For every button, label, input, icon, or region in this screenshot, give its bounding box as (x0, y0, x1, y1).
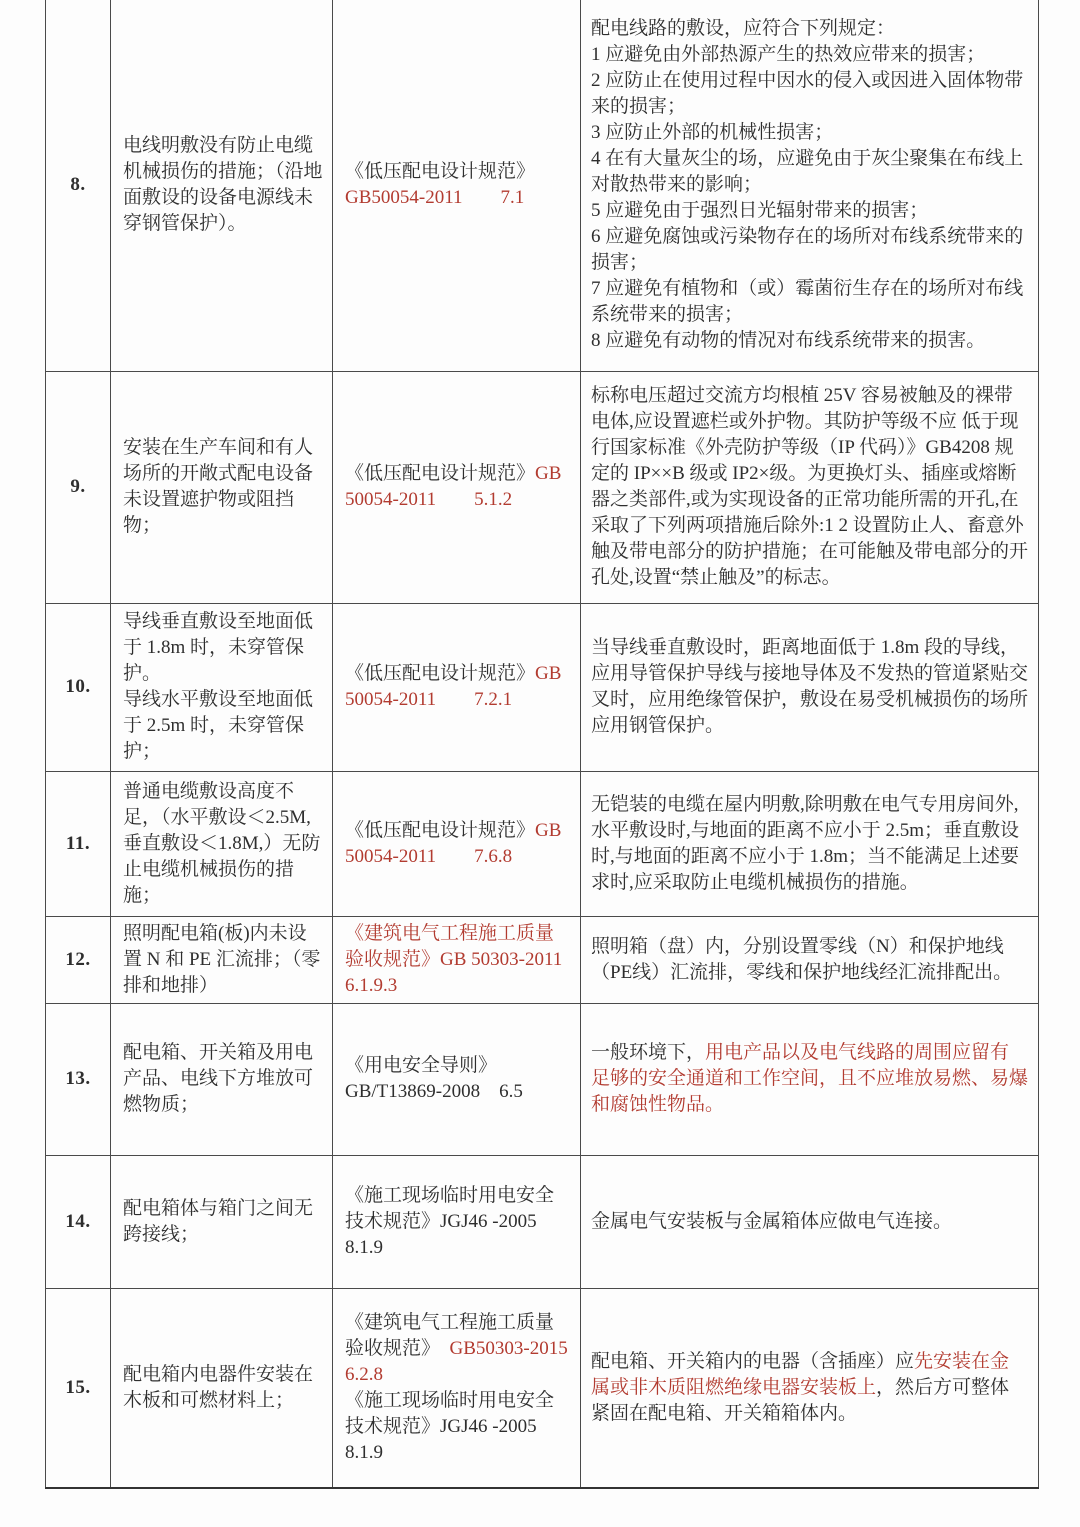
highlighted-text: 50054-2011 7.2.1 (345, 689, 513, 710)
text-segment: ，然后方可整体紧固在配电箱、开关箱箱体内。 (591, 1376, 1010, 1424)
requirement-cell (581, 771, 1039, 916)
row-number: 10. (46, 603, 111, 771)
text-segment: 《低压配电设计规范》 (345, 463, 536, 484)
highlighted-text: 用电产品以及电气线路的周围应留有足够的安全通道和工作空间，且不应堆放易燃、易爆和腐蚀性物品。 (591, 1042, 1029, 1115)
highlighted-text: 50054-2011 7.6.8 (345, 845, 513, 867)
text-segment: 照明配电箱(板)内未设置 N 和 PE 汇流排；（零排和地排） (123, 922, 321, 996)
reference-cell (333, 371, 581, 603)
text-segment: 普通电缆敷设高度不足，（水平敷设＜2.5M, 垂直敷设＜1.8M,）无防止电缆机械损伤的措施； (123, 780, 321, 906)
text-segment: 照明箱（盘）内，分别设置零线（N）和保护地线（PE线）汇流排，零线和保护地线经汇流排配出。 (591, 935, 1013, 983)
paragraph (345, 818, 568, 844)
paragraph (345, 661, 568, 687)
text-segment: 3 应防止外部的机械性损害； (591, 122, 834, 144)
text-segment: 导线垂直敷设至地面低于 1.8m 时，未穿管保护。 (123, 611, 314, 684)
problem-cell (111, 771, 333, 916)
row-number: 8. (46, 0, 111, 371)
reference-cell (333, 1288, 581, 1488)
paragraph (345, 1310, 568, 1388)
text-segment: 《低压配电设计规范》 (345, 663, 536, 684)
text-segment: 当导线垂直敷设时，距离地面低于 1.8m 段的导线，应用导管保护导线与接地导体及不发热的管道紧贴交叉时，应用绝缘管保护，敷设在易受机械损伤的场所应用钢管保护。 (591, 637, 1029, 736)
electrical-safety-rules-table (45, 0, 1039, 1489)
problem-cell (111, 1288, 333, 1488)
text-segment: 《施工现场临时用电安全技术规范》JGJ46 -2005 8.1.9 (345, 1184, 556, 1258)
text-segment: 安装在生产车间和有人场所的开敞式配电设备未设置遮护物或阻挡物； (123, 437, 314, 536)
problem-cell (111, 1155, 333, 1288)
paragraph (123, 609, 324, 687)
text-segment: 1 应避免由外部热源产生的热效应带来的损害； (591, 44, 986, 66)
rules-table-body (46, 0, 1039, 1488)
table-row (46, 1155, 1039, 1288)
paragraph (345, 159, 568, 185)
text-segment: 配电箱、开关箱内的电器（含插座）应 (591, 1350, 915, 1372)
paragraph (345, 1388, 568, 1466)
paragraph (345, 1079, 568, 1105)
requirement-cell (581, 1288, 1039, 1488)
table-row (46, 1003, 1039, 1155)
text-segment: 配电箱体与箱门之间无跨接线； (123, 1197, 314, 1245)
paragraph (591, 1040, 1028, 1118)
table-row (46, 371, 1039, 603)
text-segment: 金属电气安装板与金属箱体应做电气连接。 (591, 1210, 953, 1232)
requirement-cell (581, 0, 1039, 371)
row-number: 12. (46, 916, 111, 1003)
text-segment: 5 应避免由于强烈日光辐射带来的损害； (591, 200, 929, 222)
reference-cell (333, 916, 581, 1003)
reference-cell (333, 0, 581, 371)
text-segment: 无铠装的电缆在屋内明敷,除明敷在电气专用房间外,水平敷设时,与地面的距离不应小于 2.5m；垂直敷设时,与地面的距离不应小于 1.8m；当不能满足上述要求时,应采取防止电缆机械损伤的措施。 (591, 793, 1020, 893)
paragraph (345, 487, 568, 513)
text-segment: 配电箱、开关箱及用电产品、电线下方堆放可燃物质； (123, 1042, 314, 1115)
highlighted-text: GB (535, 819, 562, 841)
text-segment: 4 在有大量灰尘的场，应避免由于灰尘聚集在布线上对散热带来的影响； (591, 148, 1024, 196)
text-segment: 配电线路的敷设，应符合下列规定： (591, 18, 896, 40)
paragraph (123, 1362, 324, 1414)
paragraph (591, 635, 1028, 739)
paragraph (591, 198, 1028, 224)
text-segment: 《用电安全导则》 (345, 1055, 498, 1076)
text-segment: GB/T13869-2008 6.5 (345, 1081, 523, 1102)
text-segment: 《施工现场临时用电安全技术规范》JGJ46 -2005 8.1.9 (345, 1389, 556, 1463)
paragraph (591, 328, 1028, 354)
paragraph (591, 68, 1028, 120)
requirement-cell (581, 603, 1039, 771)
highlighted-text: 《建筑电气工程施工质量验收规范》GB 50303-2011 6.1.9.3 (345, 922, 563, 996)
requirement-cell (581, 1155, 1039, 1288)
table-row (46, 0, 1039, 371)
problem-cell (111, 603, 333, 771)
paragraph (123, 687, 324, 765)
paragraph (123, 1040, 324, 1118)
text-segment: 一般环境下， (591, 1042, 706, 1063)
requirement-cell (581, 371, 1039, 603)
row-number: 11. (46, 771, 111, 916)
text-segment: 导线水平敷设至地面低于 2.5m 时，未穿管保护； (123, 689, 314, 762)
highlighted-text: 先安装在金属或非木质阻燃绝缘电器安装板上 (591, 1350, 1010, 1398)
reference-cell (333, 1155, 581, 1288)
highlighted-text: GB50054-2011 7.1 (345, 187, 525, 209)
paragraph (591, 146, 1028, 198)
table-row (46, 1288, 1039, 1488)
paragraph (345, 1183, 568, 1261)
problem-cell (111, 0, 333, 371)
paragraph (591, 792, 1028, 896)
paragraph (123, 435, 324, 539)
text-segment: 标称电压超过交流方均根植 25V 容易被触及的裸带电体,应设置遮栏或外护物。其防护等级不应 低于现行国家标准《外壳防护等级（IP 代码）》GB4208 规定的 IP××B 级或 IP2×级。为更换灯头、插座或熔断器之类部件,或为实现设备的正常功能所需的开孔,在采取了下列两项措施后除外:1 2 设置防止人、畜意外触及带电部分的防护措施；在可能触及带电部分的开孔处,设置“禁止触及”的标志。 (591, 385, 1029, 588)
paragraph (123, 1196, 324, 1248)
paragraph (591, 1209, 1028, 1235)
text-segment: 《低压配电设计规范》 (345, 161, 536, 183)
paragraph (345, 185, 568, 211)
paragraph (345, 687, 568, 713)
paragraph (591, 120, 1028, 146)
table-row (46, 771, 1039, 916)
requirement-cell (581, 916, 1039, 1003)
table-row (46, 916, 1039, 1003)
paragraph (345, 844, 568, 870)
table-row (46, 603, 1039, 771)
row-number: 14. (46, 1155, 111, 1288)
paragraph (591, 1349, 1028, 1427)
highlighted-text: GB (535, 463, 562, 484)
paragraph (591, 224, 1028, 276)
problem-cell (111, 1003, 333, 1155)
paragraph (345, 921, 568, 999)
paragraph (591, 276, 1028, 328)
reference-cell (333, 1003, 581, 1155)
row-number: 13. (46, 1003, 111, 1155)
problem-cell (111, 371, 333, 603)
paragraph (591, 16, 1028, 42)
requirement-cell (581, 1003, 1039, 1155)
paragraph (345, 1053, 568, 1079)
text-segment: 《建筑电气工程施工质量验收规范》 (345, 1311, 555, 1359)
text-segment: 2 应防止在使用过程中因水的侵入或因进入固体物带来的损害； (591, 70, 1024, 118)
row-number: 15. (46, 1288, 111, 1488)
paragraph (345, 461, 568, 487)
paragraph (123, 779, 324, 909)
problem-cell (111, 916, 333, 1003)
row-number: 9. (46, 371, 111, 603)
paragraph (123, 133, 324, 237)
reference-cell (333, 771, 581, 916)
text-segment: 《低压配电设计规范》 (345, 819, 536, 841)
highlighted-text: 50054-2011 5.1.2 (345, 489, 513, 510)
text-segment: 电线明敷没有防止电缆机械损伤的措施；（沿地面敷设的设备电源线未穿钢管保护）。 (123, 135, 323, 235)
reference-cell (333, 603, 581, 771)
paragraph (123, 921, 324, 999)
text-segment: 6 应避免腐蚀或污染物存在的场所对布线系统带来的损害； (591, 226, 1024, 274)
text-segment: 7 应避免有植物和（或）霉菌衍生存在的场所对布线系统带来的损害； (591, 278, 1024, 326)
text-segment: 8 应避免有动物的情况对布线系统带来的损害。 (591, 330, 986, 352)
text-segment: 配电箱内电器件安装在木板和可燃材料上； (123, 1363, 314, 1411)
highlighted-text: GB (535, 663, 562, 684)
paragraph (591, 934, 1028, 986)
paragraph (591, 383, 1028, 591)
highlighted-text: GB50303-2015 6.2.8 (345, 1337, 568, 1385)
paragraph (591, 42, 1028, 68)
